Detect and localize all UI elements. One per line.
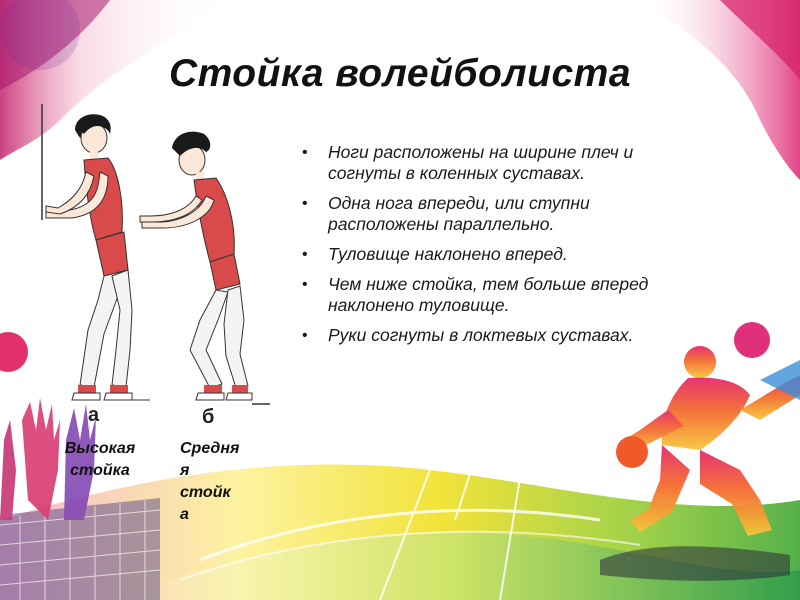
bullet-item: • Руки согнуты в локтевых суставах. bbox=[302, 325, 634, 345]
figure-b-caption bbox=[180, 438, 260, 526]
bullet-text: Чем ниже стойка, тем больше вперед наклонено туловище. bbox=[328, 274, 649, 315]
bullet-item: • Одна нога впереди, или ступни расположены параллельно. bbox=[302, 193, 590, 234]
bullet-list bbox=[300, 142, 670, 355]
figure-a-caption-line: стойка bbox=[70, 462, 130, 479]
figure-b-caption-line: стойк bbox=[180, 484, 231, 501]
bullet-item: • Чем ниже стойка, тем больше вперед наклонено туловище. bbox=[302, 274, 649, 315]
bullet-item: • Туловище наклонено вперед. bbox=[302, 244, 568, 264]
bullet-text: Одна нога впереди, или ступни расположены параллельно. bbox=[328, 193, 590, 234]
figure-a-caption bbox=[52, 438, 148, 482]
figure-b-caption-line: я bbox=[180, 462, 190, 479]
figure-b-caption-line: Средня bbox=[180, 440, 240, 457]
bullet-text: Ноги расположены на ширине плеч и согнуты в коленных суставах. bbox=[328, 142, 634, 183]
figure-high-stance bbox=[46, 114, 150, 400]
figure-medium-stance bbox=[140, 132, 270, 404]
bullet-text: Туловище наклонено вперед. bbox=[328, 244, 568, 264]
figure-a-letter: а bbox=[88, 404, 100, 426]
bullet-text: Руки согнуты в локтевых суставах. bbox=[328, 325, 634, 345]
figure-b-letter: б bbox=[202, 406, 215, 428]
figure-a-caption-line: Высокая bbox=[64, 440, 136, 457]
figure-b-caption-line: а bbox=[180, 506, 189, 523]
stance-illustrations bbox=[0, 100, 300, 430]
slide-title: Стойка волейболиста bbox=[168, 52, 632, 95]
bullet-item: • Ноги расположены на ширине плеч и согнуты в коленных суставах. bbox=[302, 142, 634, 183]
